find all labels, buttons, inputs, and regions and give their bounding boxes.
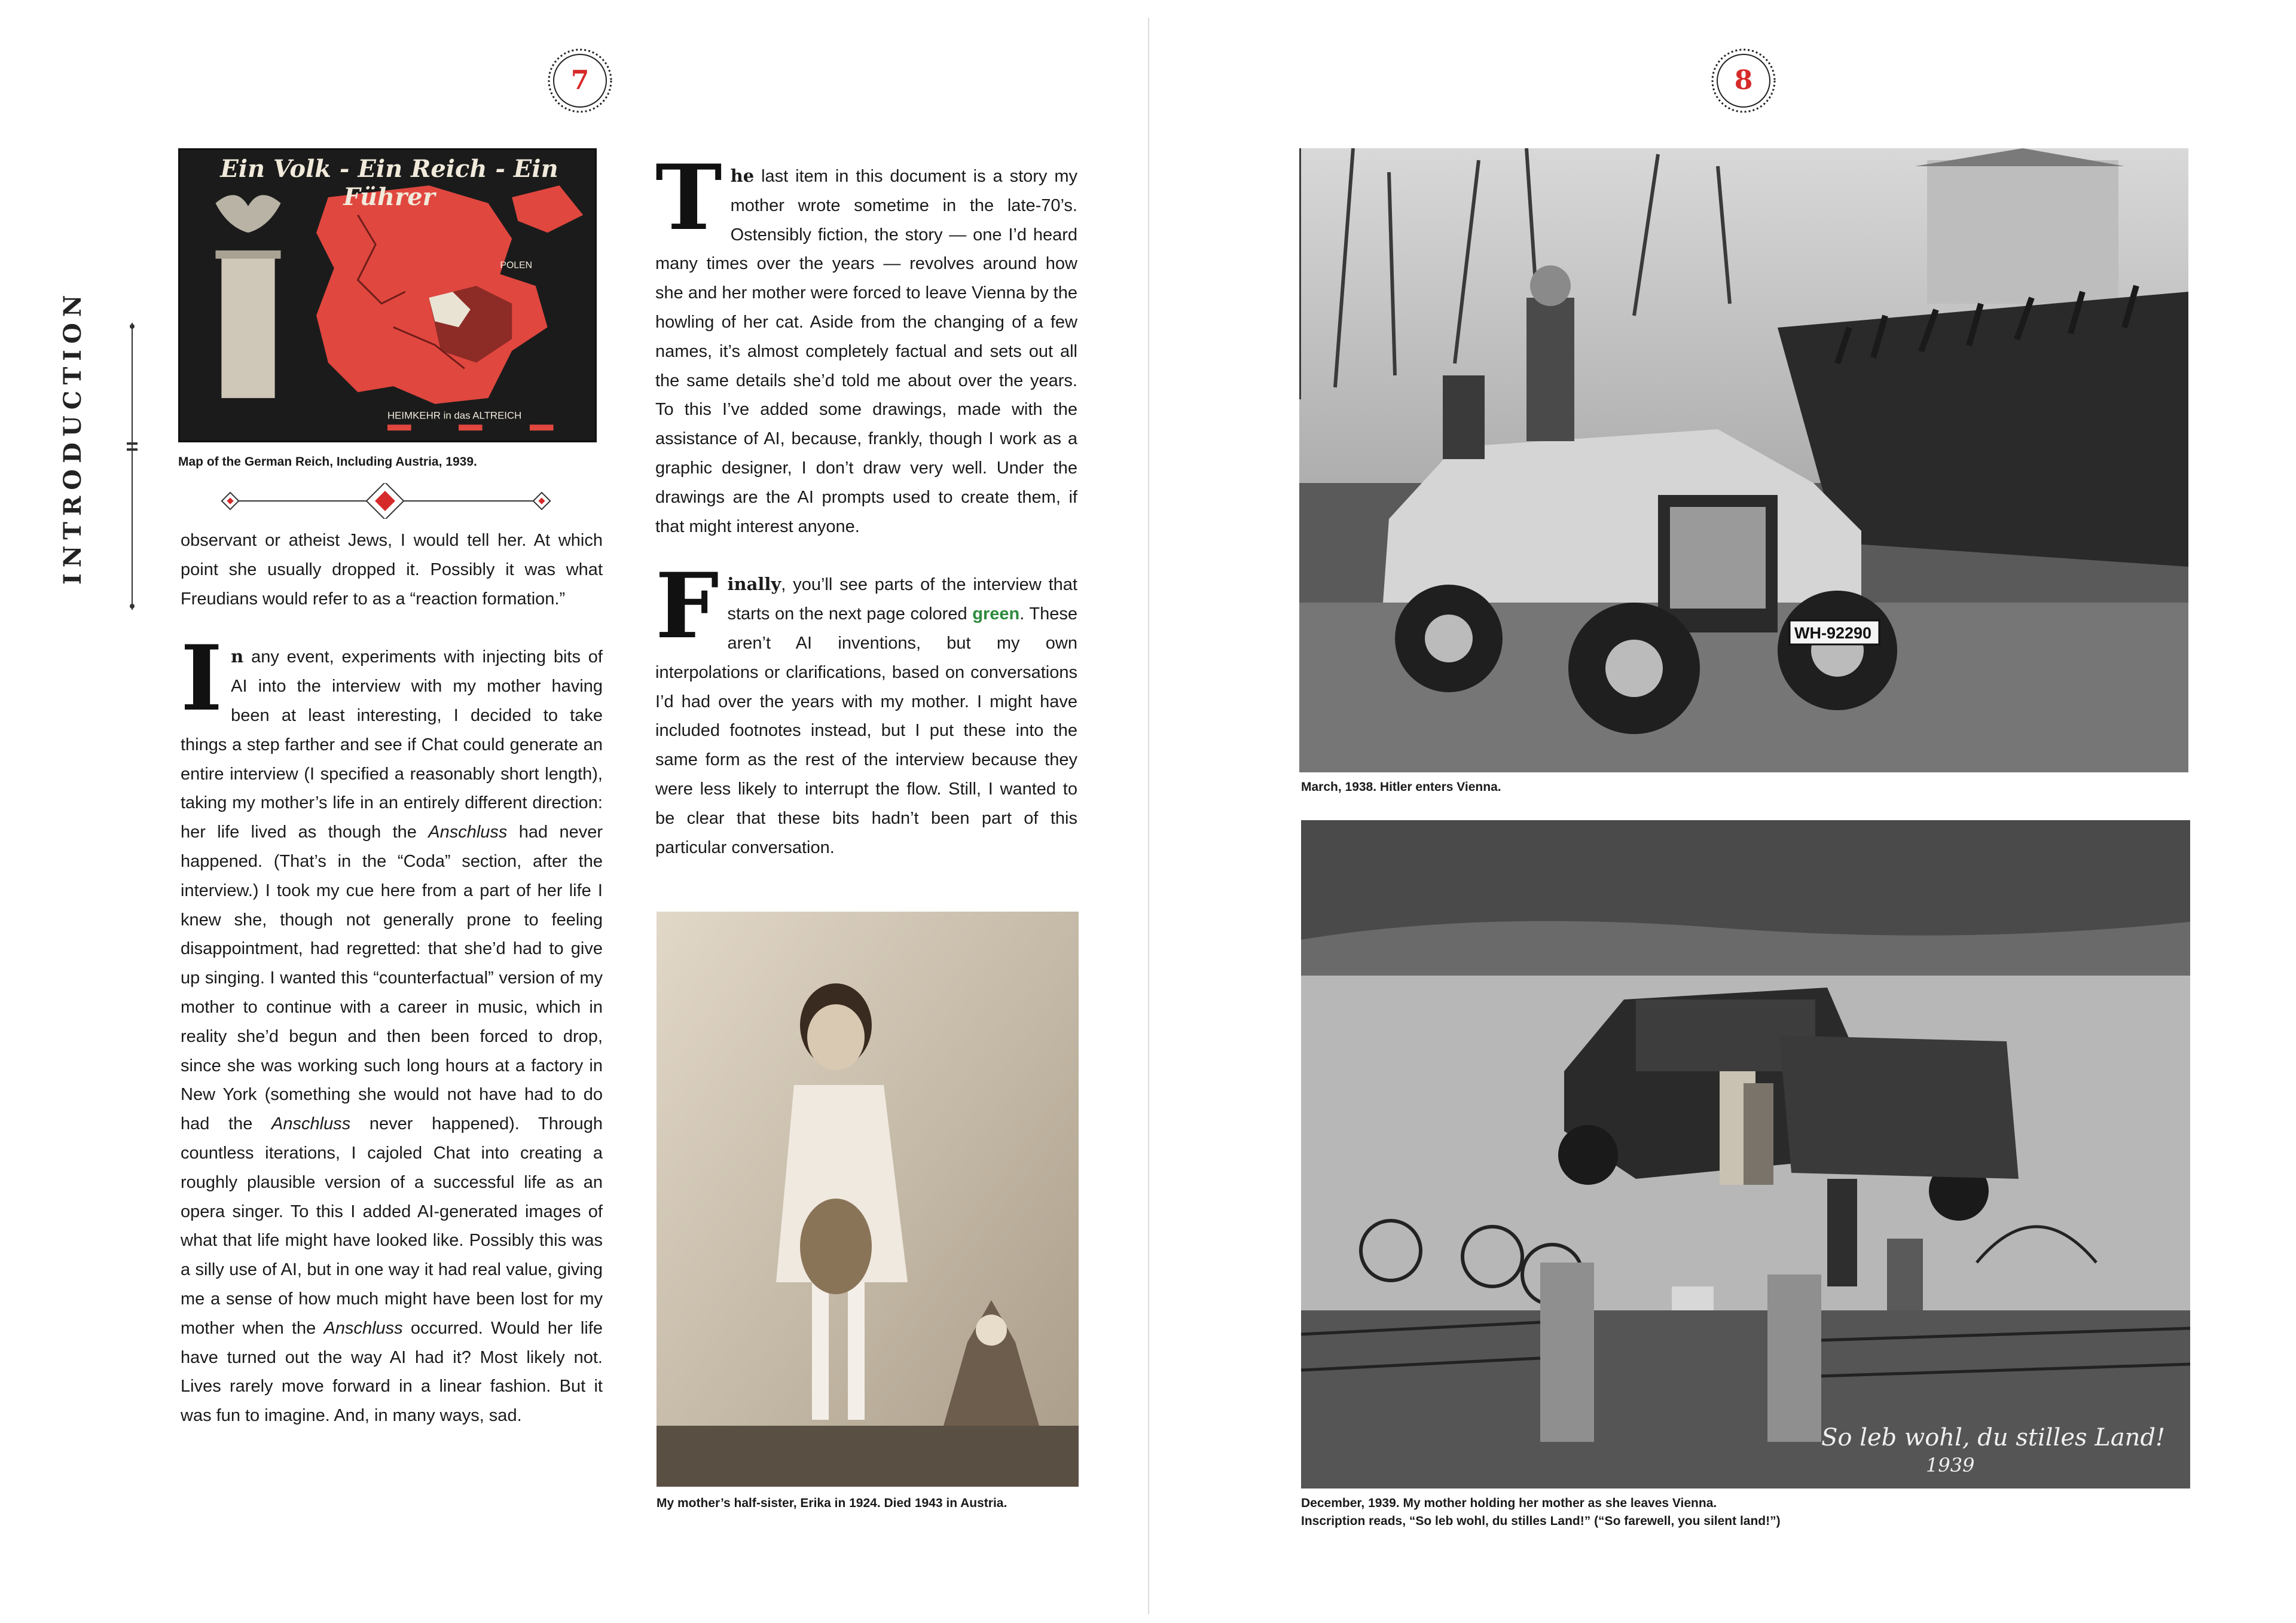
- col1-paragraph-2: In any event, experiments with injecting bits of AI into the interview with my mother having been at least interesting, I decided to take things a step farther and see if Chat could generate an entire interview (I specified a reasonably short length), taking my mother’s life in an entirely different direction: her life lived as though the Anschluss had never happened. (That’s in the “Coda” section, after the interview.) I took my cue here from a part of her life I knew she, though not generally prone to feeling disappointment, had regretted: that she’d had to give up singing. I wanted this “counterfactual” version of my mother to continue with a career in music, which in reality she’d begun and then been forced to drop, since she was working such long hours at a factory in New York (something she would not have had to do had the Anschluss never happened). Through countless iterations, I cajoled Chat into creating a roughly plausible version of a successful life as an opera singer. To this I added AI-generated images of what that life might have looked like. Possibly this was a silly use of AI, but in one way it had real value, giving me a sense of how much might have been lost for my mother when the Anschluss occurred. Would her life have turned out the way AI had it? Most likely not. Lives rarely move forward in a linear fashion. But it was fun to imagine. And, in many ways, sad.: [181, 626, 603, 1426]
- hitler-caption: March, 1938. Hitler enters Vienna.: [1301, 780, 1501, 794]
- departure-caption-line-2: Inscription reads, “So leb wohl, du stilles Land!” (“So farewell, you silent land!”): [1301, 1514, 1781, 1528]
- section-label-text: INTRODUCTION: [59, 289, 87, 585]
- lead-in-word: inally: [727, 574, 781, 595]
- col1-paragraph-1: observant or atheist Jews, I would tell her. At which point she usually dropped it. Possibly it was what Freudians would refer to as a “reaction formation.”: [181, 531, 603, 609]
- map-poster-footer: HEIMKEHR in das ALTREICH: [387, 409, 522, 421]
- text-column-1: [181, 526, 603, 1431]
- map-label-polen: POLEN: [500, 260, 533, 271]
- drop-cap-t: T: [655, 145, 722, 250]
- page-number-right: 8: [1734, 65, 1753, 96]
- hitler-enters-vienna-photo: [1299, 148, 2188, 772]
- lead-in-word: he: [730, 166, 755, 186]
- vertical-rule-ornament-icon: [123, 323, 141, 610]
- map-poster-image: [178, 148, 597, 442]
- diamond-divider-ornament-icon: [215, 483, 556, 519]
- col2-paragraph-2: Finally, you’ll see parts of the interview that starts on the next page colored green. These aren’t AI inventions, but my own interpolations or clarifications, based on conversations I’d had over the years with my mother. I might have included footnotes instead, but I put these into the same form as the rest of the interview because they were less likely to interrupt the flow. Still, I wanted to be clear that these bits hadn’t been part of this particular conversation.: [655, 554, 1077, 857]
- drop-cap-i: I: [181, 626, 223, 732]
- text-column-2: [655, 145, 1077, 862]
- lead-in-word: n: [231, 646, 244, 667]
- map-poster-title: Ein Volk - Ein Reich - Ein Führer: [220, 155, 558, 211]
- departure-photo: [1301, 820, 2190, 1488]
- drop-cap-f: F: [655, 554, 719, 659]
- photo-inscription: So leb wohl, du stilles Land!: [1821, 1424, 2166, 1451]
- erika-caption: My mother’s half-sister, Erika in 1924. Died 1943 in Austria.: [657, 1496, 1007, 1510]
- page-number-badge-left: [544, 45, 616, 117]
- col2-paragraph-1: The last item in this document is a story my mother wrote sometime in the late-70’s. Ostensibly fiction, the story — one I’d heard many times over the years — revolves around how she and her mother were forced to leave Vienna by the howling of her cat. Aside from the changing of a few names, it’s almost completely factual and sets out all the same details she’d told me about over the years. To this I’ve added some drawings, made with the assistance of AI, because, frankly, though I work as a graphic designer, I don’t draw very well. Under the drawings are the AI prompts used to create them, if that might interest anyone.: [655, 145, 1077, 536]
- erika-photo-image: [657, 912, 1079, 1487]
- license-plate: WH-92290: [1794, 624, 1872, 642]
- photo-inscription-year: 1939: [1926, 1454, 1975, 1477]
- map-caption: Map of the German Reich, Including Austria, 1939.: [178, 455, 477, 469]
- section-label: [43, 289, 97, 610]
- departure-caption-line-1: December, 1939. My mother holding her mother as she leaves Vienna.: [1301, 1496, 1717, 1510]
- green-word: green: [972, 604, 1020, 624]
- page-gutter: [1148, 18, 1149, 1614]
- page-number-badge-right: [1708, 45, 1779, 117]
- page-number-left: 7: [570, 65, 590, 96]
